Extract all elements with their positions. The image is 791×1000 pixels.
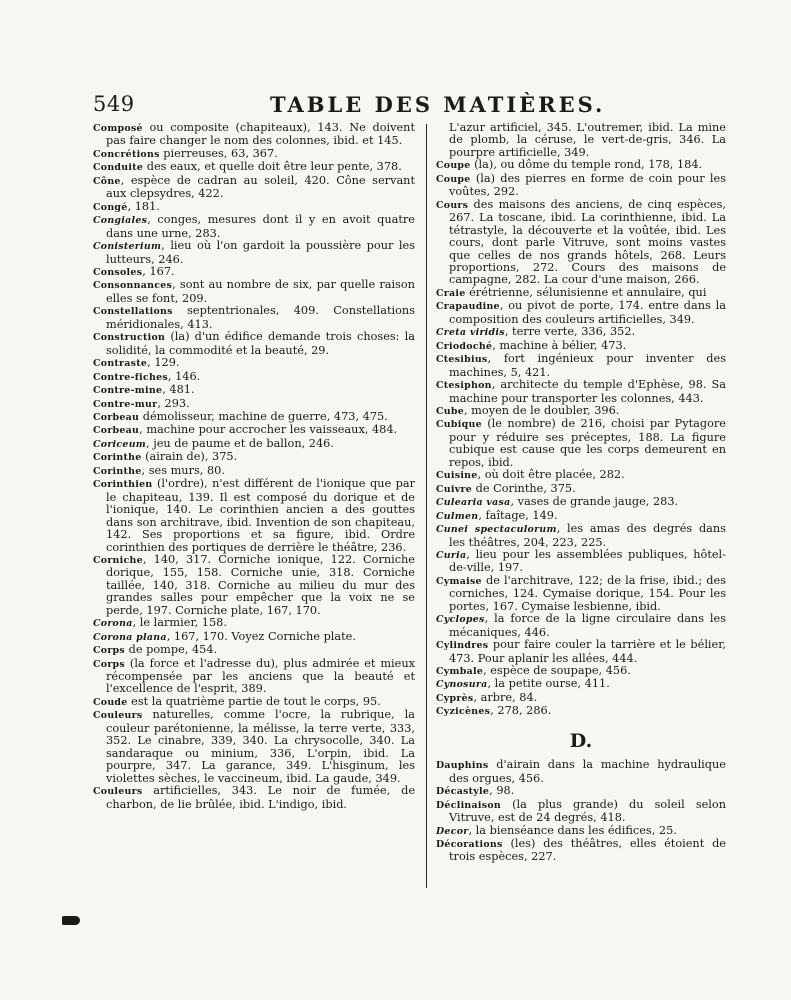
index-entry	[436, 300, 726, 326]
entry-text: , 278, 286.	[490, 704, 552, 718]
right-entries	[436, 122, 726, 719]
entry-keyword: Cuivre	[436, 483, 472, 495]
entry-keyword: Coupe	[436, 160, 471, 172]
entry-text: , la bienséance dans les édifices, 25.	[468, 823, 677, 837]
ink-mark	[62, 916, 80, 925]
entry-text: , moyen de le doubler, 396.	[464, 403, 620, 417]
entry-text: (les) des théâtres, elles étoient de trois espèces, 227.	[449, 837, 726, 864]
entry-keyword: Corps	[93, 658, 125, 670]
column-divider	[426, 124, 427, 888]
index-entry	[436, 405, 726, 418]
entry-keyword: Criodoché	[436, 340, 493, 352]
entry-keyword: Constellations	[93, 306, 173, 318]
index-entry	[436, 483, 726, 496]
index-entry	[93, 631, 415, 644]
entry-keyword: Décastyle	[436, 786, 490, 798]
entry-text: septentrionales, 409. Constellations méridionales, 413.	[106, 304, 415, 331]
entry-keyword: Consoles	[93, 266, 143, 278]
entry-text: , 167.	[142, 264, 175, 278]
index-entry	[93, 451, 415, 464]
entry-text: , ou pivot de porte, 174. entre dans la composition des couleurs artificielles, 349.	[449, 299, 726, 326]
entry-keyword: Composé	[93, 123, 143, 134]
index-entry	[93, 478, 415, 554]
entry-text: (airain de), 375.	[141, 450, 238, 464]
entry-text: , vases de grande jauge, 283.	[510, 495, 679, 509]
index-entry	[436, 639, 726, 665]
index-entry	[436, 613, 726, 639]
entry-text: , les amas des degrés dans les théâtres, 204, 223, 225.	[449, 522, 726, 549]
entry-keyword: Cours	[436, 199, 469, 211]
entry-keyword: Conduite	[93, 162, 144, 174]
entry-text: , architecte du temple d'Ephèse, 98. Sa machine pour transporter les colonnes, 443.	[449, 378, 726, 405]
entry-text: (la) des pierres en forme de coin pour les voûtes, 292.	[449, 171, 726, 199]
entry-keyword: Cynosura	[436, 679, 488, 691]
page-number: 549	[93, 92, 135, 116]
entry-text: , 98.	[489, 784, 515, 798]
entry-keyword: Cuisine	[436, 470, 478, 482]
index-entry	[436, 340, 726, 353]
index-entry	[93, 161, 415, 174]
entry-keyword: Contre-fiches	[93, 371, 168, 383]
index-entry	[436, 199, 726, 287]
entry-text: , où doit être placée, 282.	[477, 468, 625, 482]
running-head-title: TABLE DES MATIÈRES.	[270, 92, 606, 117]
entry-keyword: Décorations	[436, 839, 503, 851]
index-entry	[93, 201, 415, 214]
entry-keyword: Cyclopes	[436, 614, 485, 626]
index-entry	[436, 838, 726, 864]
entry-keyword: Cube	[436, 405, 464, 417]
entry-text: L'azur artificiel, 345. L'outremer, ibid. La mine de plomb, la céruse, le vert-de-gris, 346. La pourpre artificielle, 349.	[449, 121, 726, 159]
index-entry	[93, 305, 415, 331]
index-entry	[436, 287, 726, 300]
entry-text: , jeu de paume et de ballon, 246.	[146, 436, 334, 450]
index-entry	[436, 785, 726, 798]
entry-text: naturelles, comme l'ocre, la rubrique, la couleur parétonienne, la mélisse, la terre verte, 333, 352. Le cinabre, 339, 340. La chrysocolle, 340. La sandaraque ou minium, 336, L'orpin, ibid. La pourpre, 347. La garance, 349. L'hisginum, les violettes sèches, le vaccineum, ibid. La gaude, 349.	[106, 708, 415, 785]
entry-text: , 140, 317. Corniche ionique, 122. Corniche dorique, 155, 158. Corniche unie, 318. Corniche taillée, 140, 318. Corniche au milieu du mur des grandes salles pour empêcher que la voix ne se perde, 197. Corniche plate, 167, 170.	[106, 552, 415, 617]
entry-keyword: Corona plana	[93, 631, 167, 643]
entry-keyword: Corps	[93, 645, 125, 657]
entry-keyword: Cubique	[436, 419, 482, 431]
entry-keyword: Congé	[93, 201, 128, 213]
entry-keyword: Ctesiphon	[436, 380, 492, 392]
entry-text: d'airain dans la machine hydraulique des orgues, 456.	[449, 758, 726, 785]
entry-text: , 167, 170. Voyez Corniche plate.	[166, 629, 356, 643]
entry-keyword: Creta viridis	[436, 327, 505, 339]
index-entry	[436, 523, 726, 549]
entry-keyword: Construction	[93, 332, 166, 344]
index-entry	[93, 266, 415, 279]
entry-text: de l'architrave, 122; de la frise, ibid.; des corniches, 124. Cymaise dorique, 154. Pour les portes, 167. Cymaise lesbienne, ibid.	[449, 573, 726, 613]
index-entry	[436, 759, 726, 785]
index-column-right	[436, 122, 726, 864]
entry-text: , 129.	[147, 356, 180, 370]
index-entry	[93, 696, 415, 709]
entry-keyword: Crapaudine	[436, 301, 500, 313]
entry-keyword: Coude	[93, 696, 128, 708]
entry-text: , sont au nombre de six, par quelle raison elles se font, 209.	[106, 278, 415, 305]
index-entry	[436, 510, 726, 523]
index-entry	[93, 214, 415, 240]
index-entry	[436, 665, 726, 678]
entry-text: , lieu où l'on gardoit la poussière pour les lutteurs, 246.	[106, 239, 415, 266]
entry-text: est la quatrième partie de tout le corps, 95.	[127, 694, 381, 708]
index-entry	[436, 799, 726, 825]
index-entry	[93, 644, 415, 657]
index-entry	[436, 496, 726, 509]
entry-text: , lieu pour les assemblées publiques, hôtel-de-ville, 197.	[449, 547, 726, 575]
entry-keyword: Contre-mur	[93, 398, 158, 410]
entry-text: , espèce de soupape, 456.	[483, 664, 631, 678]
entry-keyword: Déclinaison	[436, 799, 502, 811]
entry-keyword: Contraste	[93, 358, 148, 370]
index-entry	[93, 658, 415, 696]
entry-keyword: Concrétions	[93, 148, 160, 160]
index-column-left	[93, 122, 415, 811]
index-entry	[93, 331, 415, 357]
entry-keyword: Culmen	[436, 510, 479, 522]
entry-keyword: Cyzicènes	[436, 706, 491, 718]
entry-text: , 293.	[157, 396, 190, 410]
entry-keyword: Corbeau	[93, 411, 140, 423]
entry-text: , le larmier, 158.	[132, 616, 227, 630]
entry-text: , la petite ourse, 411.	[487, 677, 610, 691]
index-entry	[93, 617, 415, 630]
entry-keyword: Cymaise	[436, 575, 482, 587]
entry-keyword: Corniche	[93, 554, 143, 566]
entry-text: , ses murs, 80.	[141, 463, 225, 477]
entry-keyword: Corinthe	[93, 465, 142, 477]
index-entry	[436, 379, 726, 405]
index-entry	[93, 411, 415, 424]
entry-text: (l'ordre), n'est différent de l'ionique que par le chapiteau, 139. Il est composé du dorique et de l'ionique, 140. Le corinthien ancien a des gouttes dans son architrave, ibid. Invention de son chapiteau, 142. Ses proportions et sa figure, ibid. Ordre corinthien des portiques de derrière le théâtre, 236.	[106, 477, 415, 554]
entry-text: , 146.	[167, 369, 201, 383]
entry-keyword: Corinthe	[93, 452, 142, 464]
index-entry	[93, 371, 415, 384]
index-entry	[93, 709, 415, 785]
section-d-entries	[436, 759, 726, 864]
entry-keyword: Congiales	[93, 215, 148, 227]
index-entry	[436, 692, 726, 705]
entry-text: , machine pour accrocher les vaisseaux, 484.	[139, 423, 398, 437]
index-entry	[93, 384, 415, 397]
entry-text: artificielles, 343. Le noir de fumée, de charbon, de lie brûlée, ibid. L'indigo, ibid.	[106, 784, 415, 811]
entry-text: , arbre, 84.	[473, 690, 538, 704]
index-entry	[436, 469, 726, 482]
entry-text: , la force de la ligne circulaire dans les mécaniques, 446.	[449, 612, 726, 639]
entry-keyword: Corona	[93, 618, 133, 630]
index-entry	[93, 785, 415, 811]
entry-keyword: Curia	[436, 549, 467, 561]
entry-keyword: Consonnances	[93, 280, 173, 292]
entry-text: (le nombre) de 216, choisi par Pytagore pour y réduire ses préceptes, 188. La figure cubique est cause que les corps demeurent en repos, ibid.	[449, 417, 726, 469]
entry-text: , espèce de cadran au soleil, 420. Cône servant aux clepsydres, 422.	[106, 173, 415, 201]
index-entry	[93, 438, 415, 451]
entry-text: des eaux, et quelle doit être leur pente, 378.	[143, 160, 402, 174]
entry-text: , fort ingénieux pour inventer des machines, 5, 421.	[449, 352, 726, 379]
entry-text: des maisons des anciens, de cinq espèces, 267. La toscane, ibid. La corinthienne, ibid. La tétrastyle, la découverte et la voûtée, ibid. Les cours, dont parle Vitruve, sont moins vastes que celles de nos grands hôtels, 268. Leurs proportions, 272. Cours des maisons de campagne, 282. La cour d'une maison, 266.	[449, 197, 726, 287]
index-entry	[436, 825, 726, 838]
entry-keyword: Decor	[436, 825, 469, 837]
entry-keyword: Contre-mine	[93, 385, 163, 397]
index-entry	[436, 705, 726, 718]
index-entry	[93, 465, 415, 478]
index-entry	[93, 398, 415, 411]
index-entry	[93, 357, 415, 370]
index-entry	[436, 173, 726, 199]
index-entry	[93, 148, 415, 161]
entry-text: de pompe, 454.	[125, 643, 218, 657]
entry-keyword: Coupe	[436, 173, 471, 185]
entry-keyword: Cunei spectaculorum	[436, 524, 557, 536]
entry-text: de Corinthe, 375.	[472, 481, 576, 495]
entry-keyword: Corinthien	[93, 479, 153, 491]
entry-text: pierreuses, 63, 367.	[159, 146, 278, 160]
index-entry	[436, 326, 726, 339]
entry-keyword: Ctesibius	[436, 354, 488, 366]
entry-keyword: Corbeau	[93, 425, 140, 437]
index-entry	[436, 353, 726, 379]
index-entry	[436, 122, 726, 159]
index-entry	[436, 549, 726, 575]
index-entry	[93, 554, 415, 617]
index-entry	[436, 418, 726, 469]
index-entry	[93, 240, 415, 266]
entry-keyword: Conisterium	[93, 241, 162, 253]
entry-text: (la), ou dôme du temple rond, 178, 184.	[470, 158, 703, 172]
entry-text: , conges, mesures dont il y en avoit quatre dans une urne, 283.	[106, 213, 415, 240]
entry-text: (la) d'un édifice demande trois choses: la solidité, la commodité et la beauté, 29.	[106, 330, 415, 357]
entry-keyword: Coriceum	[93, 438, 147, 450]
entry-text: (la force et l'adresse du), plus admirée et mieux récompensée par les anciens que la beauté et l'excellence de l'esprit, 389.	[106, 656, 415, 696]
entry-text: pour faire couler la tarrière et le bélier, 473. Pour aplanir les allées, 444.	[449, 638, 726, 665]
entry-keyword: Craie	[436, 287, 466, 299]
entry-text: , 481.	[162, 383, 195, 397]
entry-keyword: Cyprès	[436, 692, 474, 704]
index-entry	[436, 678, 726, 691]
entry-text: , faîtage, 149.	[478, 508, 558, 522]
entry-text: , 181.	[127, 199, 160, 213]
entry-text: érétrienne, sélunisienne et annulaire, qui	[465, 285, 707, 299]
entry-keyword: Cône	[93, 175, 121, 187]
entry-text: (la plus grande) du soleil selon Vitruve, est de 24 degrés, 418.	[449, 797, 726, 825]
entry-text: ou composite (chapiteaux), 143. Ne doivent pas faire changer le nom des colonnes, ibid. et 145.	[106, 121, 415, 148]
index-entry	[436, 159, 726, 172]
index-entry	[93, 279, 415, 305]
index-entry	[436, 575, 726, 613]
entry-keyword: Culearia vasa	[436, 497, 511, 509]
entry-keyword: Cymbale	[436, 666, 484, 678]
entry-keyword: Dauphins	[436, 760, 489, 772]
entry-keyword: Couleurs	[93, 786, 143, 798]
entry-text: démolisseur, machine de guerre, 473, 475.	[139, 409, 388, 423]
entry-text: , terre verte, 336, 352.	[504, 325, 636, 339]
index-entry	[93, 122, 415, 148]
index-entry	[93, 424, 415, 437]
entry-text: , machine à bélier, 473.	[492, 338, 627, 352]
index-entry	[93, 175, 415, 201]
entry-keyword: Couleurs	[93, 710, 143, 722]
entry-keyword: Cylindres	[436, 640, 489, 652]
section-heading-d: D.	[569, 729, 593, 752]
